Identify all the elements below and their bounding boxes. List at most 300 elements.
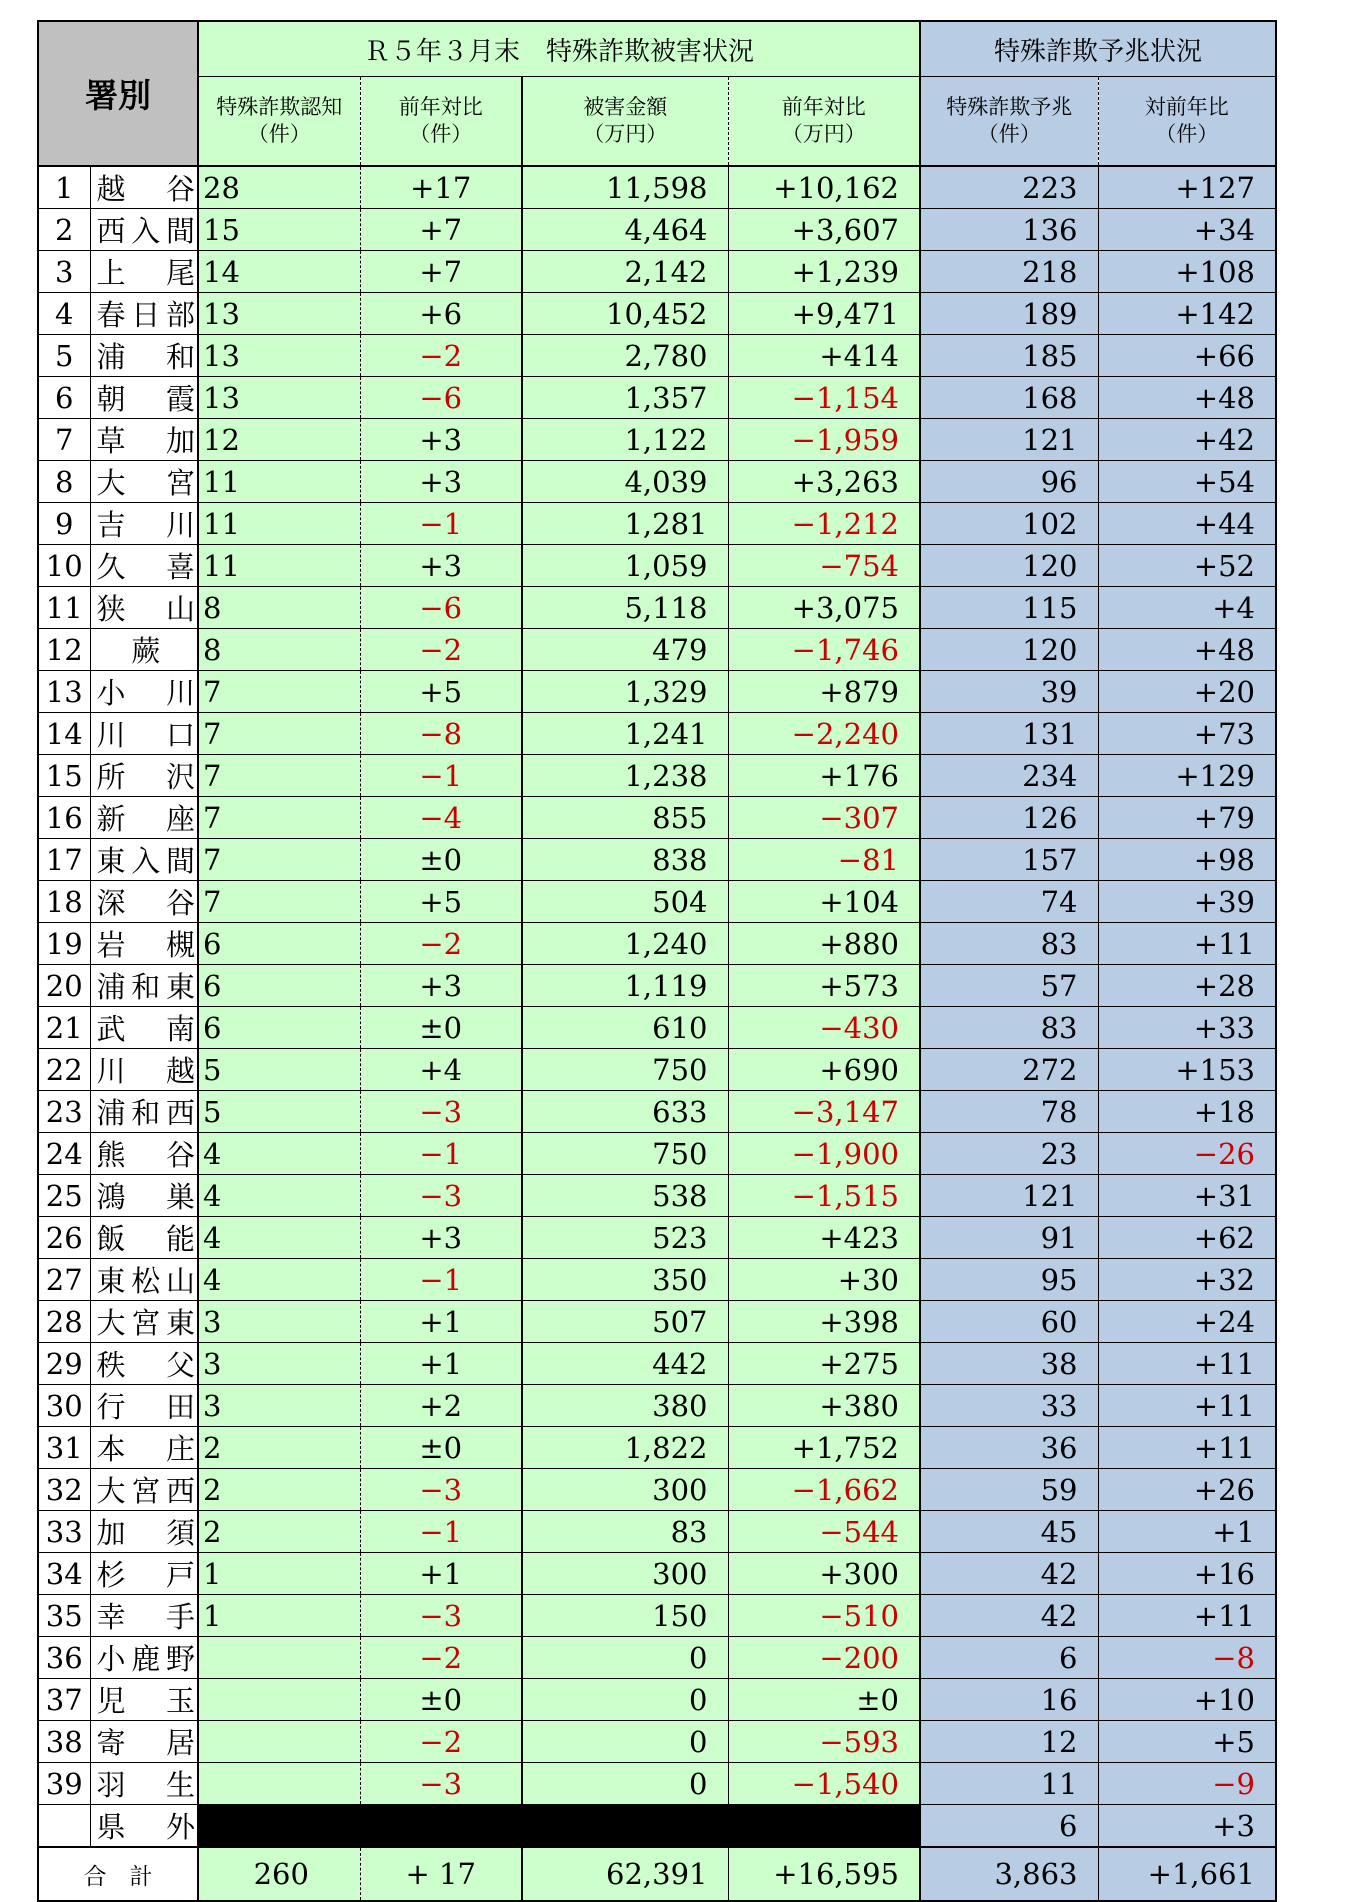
amount-cell: 1,281 [522,503,728,545]
omen-diff-cell: +11 [1098,1595,1276,1637]
cases-cell: 12 [198,419,360,461]
omen-diff-cell: +127 [1098,166,1276,209]
station-name-char: 玉 [165,1684,195,1718]
omen-cell: 168 [920,377,1098,419]
station-name-chars [97,1553,196,1594]
cases-cell: 7 [198,755,360,797]
omen-diff-cell: +34 [1098,209,1276,251]
amount-diff-cell: ±0 [728,1679,920,1721]
station-name-chars [97,1217,196,1258]
station-name [90,965,198,1007]
station-name-chars [97,965,196,1006]
station-name-char: 戸 [165,1558,195,1592]
row-number: 9 [38,503,90,545]
cases-cell: 3 [198,1301,360,1343]
station-header: 署別 [38,21,198,166]
station-name-char: 外 [165,1810,195,1844]
amount-diff-cell: +3,263 [728,461,920,503]
amount-diff-cell: −754 [728,545,920,587]
omen-diff-cell: +39 [1098,881,1276,923]
omen-diff-cell: −9 [1098,1763,1276,1805]
omen-cell: 234 [920,755,1098,797]
amount-cell: 1,329 [522,671,728,713]
cases-diff-cell: −3 [360,1763,522,1805]
amount-header-unit: （万円） [583,122,668,146]
amount-diff-cell: +573 [728,965,920,1007]
omen-diff-header-unit: （件） [1155,122,1219,146]
station-name [90,1259,198,1301]
amount-cell: 0 [522,1763,728,1805]
amount-diff-cell: −593 [728,1721,920,1763]
station-name-char: 山 [165,1264,195,1298]
amount-cell: 1,119 [522,965,728,1007]
cases-cell: 5 [198,1049,360,1091]
omen-diff-cell: +32 [1098,1259,1276,1301]
station-name-char: 口 [165,718,195,752]
station-name-char: 西 [165,1096,195,1130]
station-name-chars [97,797,196,838]
station-name [90,1217,198,1259]
cases-diff-header-line1: 前年対比 [398,95,483,119]
station-name-char: 巣 [165,1180,195,1214]
amount-cell: 4,464 [522,209,728,251]
omen-cell: 78 [920,1091,1098,1133]
table-row [38,1175,1276,1217]
station-name-chars [97,335,196,376]
amount-cell: 2,142 [522,251,728,293]
omen-diff-cell: +11 [1098,923,1276,965]
station-name-char: 和 [131,970,161,1004]
table-row [38,1259,1276,1301]
cases-diff-cell: +2 [360,1385,522,1427]
station-name-chars [97,1679,196,1720]
station-name-char: 東 [96,1264,126,1298]
station-name [90,881,198,923]
cases-cell: 6 [198,965,360,1007]
omen-cell: 136 [920,209,1098,251]
total-label: 合 計 [38,1847,198,1901]
row-number: 15 [38,755,90,797]
table-row [38,755,1276,797]
station-name-char: 須 [165,1516,195,1550]
omen-cell: 189 [920,293,1098,335]
row-number: 31 [38,1427,90,1469]
omen-diff-cell: +3 [1098,1805,1276,1848]
station-name-char: 草 [96,424,126,458]
station-name-char: 居 [165,1726,195,1760]
cases-diff-cell: −4 [360,797,522,839]
station-name-char: 間 [165,214,195,248]
total-amount: 62,391 [522,1847,728,1901]
amount-diff-cell: −307 [728,797,920,839]
omen-header [920,77,1098,167]
omen-cell: 223 [920,166,1098,209]
amount-diff-cell: +1,239 [728,251,920,293]
station-name-char: 杉 [96,1558,126,1592]
amount-diff-cell: −1,662 [728,1469,920,1511]
amount-diff-cell: −544 [728,1511,920,1553]
station-name [90,1805,198,1848]
table-row-outside [38,1805,1276,1848]
station-name-char: 深 [96,886,126,920]
cases-cell: 28 [198,166,360,209]
station-name-char: 県 [96,1810,126,1844]
omen-cell: 33 [920,1385,1098,1427]
omen-cell: 83 [920,923,1098,965]
cases-cell: 5 [198,1091,360,1133]
row-number: 32 [38,1469,90,1511]
station-name [90,251,198,293]
row-number: 24 [38,1133,90,1175]
cases-diff-cell: +1 [360,1301,522,1343]
station-name-char: 狭 [96,592,126,626]
station-name-char: 能 [165,1222,195,1256]
table-row [38,1217,1276,1259]
omen-cell: 12 [920,1721,1098,1763]
omen-cell: 126 [920,797,1098,839]
cases-diff-cell: +3 [360,461,522,503]
cases-diff-cell: −6 [360,377,522,419]
cases-cell: 7 [198,881,360,923]
omen-diff-cell: +54 [1098,461,1276,503]
table-row-total [38,1847,1276,1901]
station-name-char: 槻 [165,928,195,962]
station-name-char: 鴻 [96,1180,126,1214]
cases-diff-cell: +1 [360,1343,522,1385]
station-name [90,629,198,671]
row-number: 18 [38,881,90,923]
station-name [90,1175,198,1217]
amount-diff-cell: +3,607 [728,209,920,251]
cases-diff-header [360,77,522,167]
row-number: 11 [38,587,90,629]
amount-diff-cell: +879 [728,671,920,713]
omen-diff-cell: +33 [1098,1007,1276,1049]
omen-diff-cell: +1 [1098,1511,1276,1553]
row-number: 21 [38,1007,90,1049]
amount-cell: 0 [522,1721,728,1763]
station-name-chars [97,377,196,418]
station-name [90,1133,198,1175]
station-name-char: 所 [96,760,126,794]
station-name-chars [97,545,196,586]
station-name [90,923,198,965]
station-name-chars [97,1049,196,1090]
station-name [90,545,198,587]
station-name-char: 尾 [165,256,195,290]
station-name-char: 庄 [165,1432,195,1466]
amount-diff-header [728,77,920,167]
cases-diff-cell: ±0 [360,839,522,881]
station-name [90,839,198,881]
amount-diff-cell: −200 [728,1637,920,1679]
station-name-char: 和 [131,1096,161,1130]
station-name-char: 生 [165,1768,195,1802]
cases-cell [198,1763,360,1805]
station-name-char: 鹿 [131,1642,161,1676]
omen-diff-cell: +42 [1098,419,1276,461]
station-name [90,1301,198,1343]
table-row [38,1637,1276,1679]
amount-cell: 1,059 [522,545,728,587]
omen-cell: 121 [920,1175,1098,1217]
station-name-chars [97,671,196,712]
amount-cell: 2,780 [522,335,728,377]
amount-cell: 633 [522,1091,728,1133]
amount-diff-cell: +880 [728,923,920,965]
station-name [90,419,198,461]
table-row [38,629,1276,671]
station-name-char: 手 [165,1600,195,1634]
omen-diff-cell: +10 [1098,1679,1276,1721]
cases-cell: 13 [198,377,360,419]
omen-cell: 11 [920,1763,1098,1805]
cases-cell: 11 [198,545,360,587]
station-name [90,1091,198,1133]
station-name [90,1679,198,1721]
table-row [38,419,1276,461]
station-name-chars [97,881,196,922]
station-name-char: 児 [96,1684,126,1718]
station-name-chars [97,419,196,460]
amount-diff-cell: −81 [728,839,920,881]
omen-diff-cell: +20 [1098,671,1276,713]
amount-cell: 300 [522,1553,728,1595]
cases-diff-cell: −1 [360,1259,522,1301]
station-name [90,293,198,335]
station-name [90,671,198,713]
amount-diff-cell: −430 [728,1007,920,1049]
station-name-chars [97,1595,196,1636]
station-name [90,587,198,629]
amount-diff-cell: +423 [728,1217,920,1259]
station-name-char: 西 [165,1474,195,1508]
table-row [38,1511,1276,1553]
amount-diff-cell: +398 [728,1301,920,1343]
omen-diff-cell: +5 [1098,1721,1276,1763]
table-row [38,1679,1276,1721]
station-name-char: 蕨 [131,634,161,668]
station-name-char: 新 [96,802,126,836]
omen-cell: 36 [920,1427,1098,1469]
station-name-char: 東 [165,970,195,1004]
amount-cell: 538 [522,1175,728,1217]
cases-cell: 4 [198,1133,360,1175]
table-row [38,1469,1276,1511]
total-omen: 3,863 [920,1847,1098,1901]
station-name-char: 寄 [96,1726,126,1760]
omen-cell: 91 [920,1217,1098,1259]
row-number: 22 [38,1049,90,1091]
station-name-char: 加 [96,1516,126,1550]
station-name [90,1469,198,1511]
station-name-char: 野 [165,1642,195,1676]
table-row [38,1049,1276,1091]
cases-diff-cell: −3 [360,1175,522,1217]
cases-cell: 13 [198,293,360,335]
omen-diff-cell: +28 [1098,965,1276,1007]
amount-cell: 855 [522,797,728,839]
cases-header [198,77,360,167]
table-row [38,503,1276,545]
station-name-chars [97,1133,196,1174]
station-name-char: 和 [165,340,195,374]
table-row [38,335,1276,377]
omen-diff-cell: +44 [1098,503,1276,545]
amount-diff-cell: −1,959 [728,419,920,461]
station-name-chars [97,1427,196,1468]
station-name-chars [97,1721,196,1762]
omen-cell: 42 [920,1553,1098,1595]
station-name [90,1385,198,1427]
cases-cell: 1 [198,1553,360,1595]
table-row [38,881,1276,923]
station-name-char: 浦 [96,970,126,1004]
cases-header-unit: （件） [247,122,311,146]
cases-cell: 2 [198,1469,360,1511]
cases-cell: 11 [198,503,360,545]
station-name-char: 秩 [96,1348,126,1382]
cases-diff-cell: +3 [360,419,522,461]
cases-diff-cell: −1 [360,503,522,545]
station-name-chars [97,1301,196,1342]
omen-diff-cell: +98 [1098,839,1276,881]
station-name-char: 南 [165,1012,195,1046]
table-row [38,1427,1276,1469]
amount-cell: 0 [522,1679,728,1721]
table-row [38,1091,1276,1133]
station-name-char: 吉 [96,508,126,542]
station-name-chars [97,1259,196,1300]
station-name [90,1427,198,1469]
table-row [38,1595,1276,1637]
cases-cell: 6 [198,923,360,965]
omen-diff-cell: −8 [1098,1637,1276,1679]
amount-diff-cell: +30 [728,1259,920,1301]
table-row [38,1763,1276,1805]
cases-diff-cell: +7 [360,251,522,293]
cases-diff-cell: −1 [360,1133,522,1175]
omen-diff-cell: −26 [1098,1133,1276,1175]
station-name-char: 東 [165,1306,195,1340]
amount-cell: 1,241 [522,713,728,755]
table-row [38,713,1276,755]
station-name-chars [97,461,196,502]
station-name [90,1721,198,1763]
amount-diff-cell: +3,075 [728,587,920,629]
station-name-char: 父 [165,1348,195,1382]
amount-diff-cell: +380 [728,1385,920,1427]
station-name-char: 川 [165,508,195,542]
omen-diff-header [1098,77,1276,167]
station-name-chars [97,1091,196,1132]
amount-cell: 838 [522,839,728,881]
cases-diff-cell: −1 [360,755,522,797]
omen-diff-cell: +129 [1098,755,1276,797]
station-name-chars [97,1763,196,1804]
amount-diff-cell: −1,540 [728,1763,920,1805]
cases-diff-cell: +17 [360,166,522,209]
station-name-char: 小 [96,1642,126,1676]
amount-cell: 0 [522,1637,728,1679]
station-name-chars [97,503,196,544]
amount-diff-cell: −3,147 [728,1091,920,1133]
table-row [38,1133,1276,1175]
omen-header-unit: （件） [977,122,1041,146]
total-amount-diff: +16,595 [728,1847,920,1901]
omen-diff-cell: +48 [1098,629,1276,671]
amount-cell: 4,039 [522,461,728,503]
station-name-chars [97,587,196,628]
station-name-char: 喜 [165,550,195,584]
omen-diff-cell: +18 [1098,1091,1276,1133]
station-name [90,377,198,419]
row-number: 25 [38,1175,90,1217]
station-name [90,503,198,545]
omen-cell: 38 [920,1343,1098,1385]
station-name [90,1763,198,1805]
table-row [38,1385,1276,1427]
amount-cell: 83 [522,1511,728,1553]
amount-cell: 350 [522,1259,728,1301]
station-name-char: 宮 [131,1474,161,1508]
fraud-statistics-sheet [37,20,1277,1902]
cases-header-line1: 特殊詐欺認知 [216,95,343,119]
omen-cell: 120 [920,629,1098,671]
cases-diff-cell: −3 [360,1595,522,1637]
row-number: 19 [38,923,90,965]
station-name-char: 幸 [96,1600,126,1634]
station-name-chars [97,1007,196,1048]
amount-cell: 750 [522,1049,728,1091]
omen-cell: 96 [920,461,1098,503]
station-name-chars [97,839,196,880]
amount-cell: 150 [522,1595,728,1637]
station-name-char: 西 [96,214,126,248]
amount-diff-cell: +9,471 [728,293,920,335]
cases-diff-cell: ±0 [360,1427,522,1469]
amount-header-line1: 被害金額 [583,95,668,119]
station-name [90,797,198,839]
row-number: 16 [38,797,90,839]
cases-diff-cell: +5 [360,671,522,713]
amount-diff-cell: +104 [728,881,920,923]
row-number: 37 [38,1679,90,1721]
amount-cell: 380 [522,1385,728,1427]
amount-cell: 479 [522,629,728,671]
cases-cell: 4 [198,1175,360,1217]
row-number: 1 [38,166,90,209]
cases-cell: 4 [198,1217,360,1259]
omen-cell: 218 [920,251,1098,293]
omen-diff-cell: +11 [1098,1385,1276,1427]
cases-diff-cell: −2 [360,629,522,671]
row-number: 13 [38,671,90,713]
row-number: 20 [38,965,90,1007]
total-omen-diff: +1,661 [1098,1847,1276,1901]
amount-cell: 442 [522,1343,728,1385]
amount-diff-cell: +1,752 [728,1427,920,1469]
station-name-char: 小 [96,676,126,710]
station-name-char: 沢 [165,760,195,794]
station-name-char: 霞 [165,382,195,416]
station-name-char: 間 [165,844,195,878]
station-name-char: 春 [96,298,126,332]
station-name-char: 朝 [96,382,126,416]
cases-cell [198,1679,360,1721]
amount-cell: 10,452 [522,293,728,335]
omen-cell: 120 [920,545,1098,587]
